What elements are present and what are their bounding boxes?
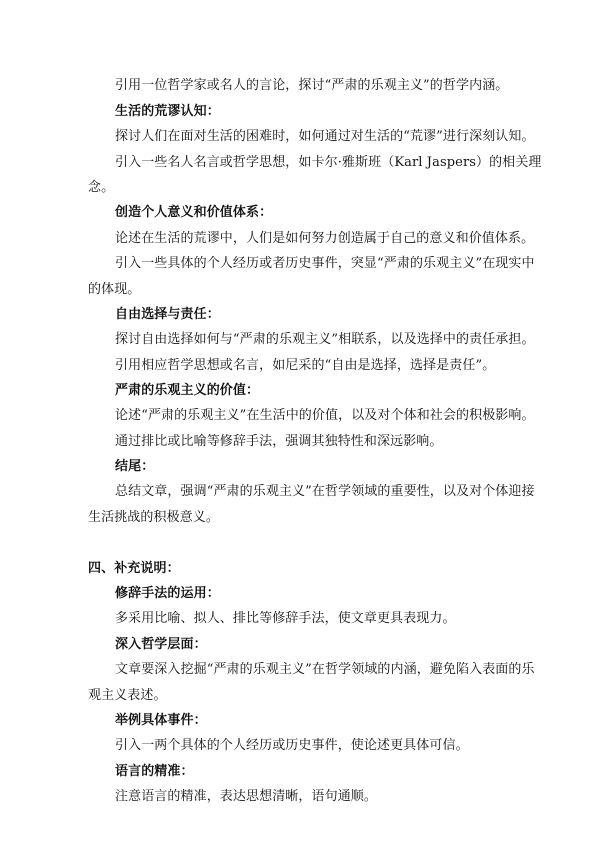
paragraph-line: 通过排比或比喻等修辞手法，强调其独特性和深远影响。 — [115, 434, 443, 449]
heading-meaning-values: 创造个人意义和价值体系： — [115, 205, 273, 220]
paragraph-line: 注意语言的精准，表达思想清晰，语句通顺。 — [115, 789, 378, 804]
paragraph-line: 多采用比喻、拟人、排比等修辞手法，使文章更具表现力。 — [115, 611, 456, 626]
heading-absurd-cognition: 生活的荒谬认知： — [115, 104, 220, 119]
paragraph-line: 引入一些名人名言或哲学思想，如卡尔·雅斯班（Karl Jaspers）的相关理 — [115, 155, 542, 170]
heading-language-precision: 语言的精准： — [115, 764, 194, 779]
heading-conclusion: 结尾： — [115, 459, 155, 474]
heading-philosophy-depth: 深入哲学层面： — [115, 637, 207, 652]
paragraph-line: 文章要深入挖掘“严肃的乐观主义”在哲学领域的内涵，避免陷入表面的乐 — [115, 662, 535, 677]
paragraph-line-continued: 生活挑战的积极意义。 — [88, 510, 220, 525]
heading-optimism-value: 严肃的乐观主义的价值： — [115, 383, 260, 398]
paragraph-line: 引用相应哲学思想或名言，如尼采的“自由是选择，选择是责任”。 — [115, 358, 496, 373]
paragraph-line: 引入一些具体的个人经历或者历史事件，突显“严肃的乐观主义”在现实中 — [115, 256, 535, 271]
paragraph-line: 探讨自由选择如何与“严肃的乐观主义”相联系，以及选择中的责任承担。 — [115, 332, 535, 347]
heading-examples: 举例具体事件： — [115, 713, 207, 728]
paragraph-line: 引入一两个具体的个人经历或历史事件，使论述更具体可信。 — [115, 738, 469, 753]
paragraph-line-continued: 的体现。 — [88, 282, 141, 297]
paragraph-line: 论述在生活的荒谬中，人们是如何努力创造属于自己的意义和价值体系。 — [115, 231, 535, 246]
paragraph-line-continued: 念。 — [88, 180, 115, 195]
section-title-supplement: 四、补充说明： — [88, 561, 180, 576]
paragraph-line: 总结文章，强调“严肃的乐观主义”在哲学领域的重要性，以及对个体迎接 — [115, 484, 535, 499]
paragraph-intro: 引用一位哲学家或名人的言论，探讨“严肃的乐观主义”的哲学内涵。 — [115, 78, 509, 93]
paragraph-line: 论述“严肃的乐观主义”在生活中的价值，以及对个体和社会的积极影响。 — [115, 408, 535, 423]
heading-freedom-responsibility: 自由选择与责任： — [115, 307, 220, 322]
paragraph-line: 探讨人们在面对生活的困难时，如何通过对生活的“荒谬”进行深刻认知。 — [115, 129, 535, 144]
paragraph-line-continued: 观主义表述。 — [88, 688, 167, 703]
heading-rhetoric: 修辞手法的运用： — [115, 586, 220, 601]
